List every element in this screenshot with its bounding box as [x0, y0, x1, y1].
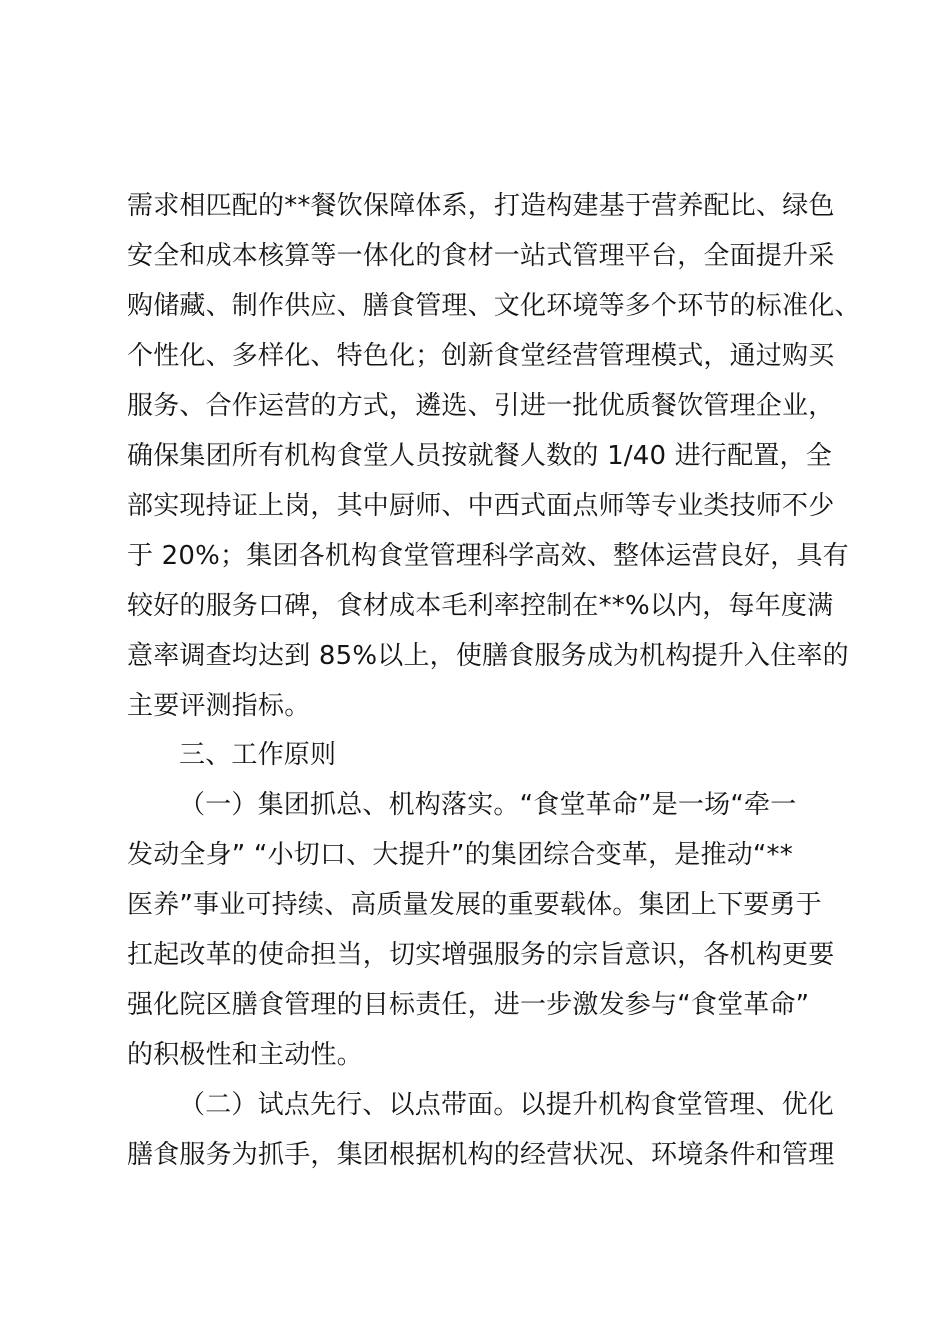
paragraph-line: 需求相匹配的**餐饮保障体系，打造构建基于营养配比、绿色 [127, 191, 835, 221]
paragraph-line: 确保集团所有机构食堂人员按就餐人数的 1/40 进行配置，全 [127, 441, 832, 471]
paragraph-line: 医养”事业可持续、高质量发展的重要载体。集团上下要勇于 [127, 890, 822, 920]
paragraph-line: 购储藏、制作供应、膳食管理、文化环境等多个环节的标准化、 [127, 291, 861, 321]
paragraph-line: 强化院区膳食管理的目标责任，进一步激发参与“食堂革命” [127, 990, 810, 1020]
paragraph-line: 较好的服务口碑，食材成本毛利率控制在**%以内，每年度满 [127, 591, 834, 621]
paragraph-line: 个性化、多样化、特色化；创新食堂经营管理模式，通过购买 [127, 341, 835, 371]
paragraph-line: 部实现持证上岗，其中厨师、中西式面点师等专业类技师不少 [127, 491, 835, 521]
paragraph-line: 主要评测指标。 [127, 691, 311, 721]
paragraph-line: 服务、合作运营的方式，遴选、引进一批优质餐饮管理企业， [127, 391, 835, 421]
paragraph-line: 的积极性和主动性。 [127, 1040, 363, 1070]
paragraph-line: （一）集团抓总、机构落实。“食堂革命”是一场“牵一 [179, 790, 797, 820]
paragraph-line: 发动全身” “小切口、大提升”的集团综合变革，是推动“** [127, 840, 793, 870]
paragraph-line: （二）试点先行、以点带面。以提升机构食堂管理、优化 [179, 1090, 835, 1120]
paragraph-line: 意率调查均达到 85%以上，使膳食服务成为机构提升入住率的 [127, 641, 849, 671]
paragraph-line: 安全和成本核算等一体化的食材一站式管理平台，全面提升采 [127, 241, 835, 271]
paragraph-line: 膳食服务为抓手，集团根据机构的经营状况、环境条件和管理 [127, 1140, 835, 1170]
paragraph-line: 扛起改革的使命担当，切实增强服务的宗旨意识，各机构更要 [127, 940, 835, 970]
paragraph-line: 于 20%；集团各机构食堂管理科学高效、整体运营良好，具有 [127, 541, 849, 571]
section-heading: 三、工作原则 [179, 740, 337, 770]
